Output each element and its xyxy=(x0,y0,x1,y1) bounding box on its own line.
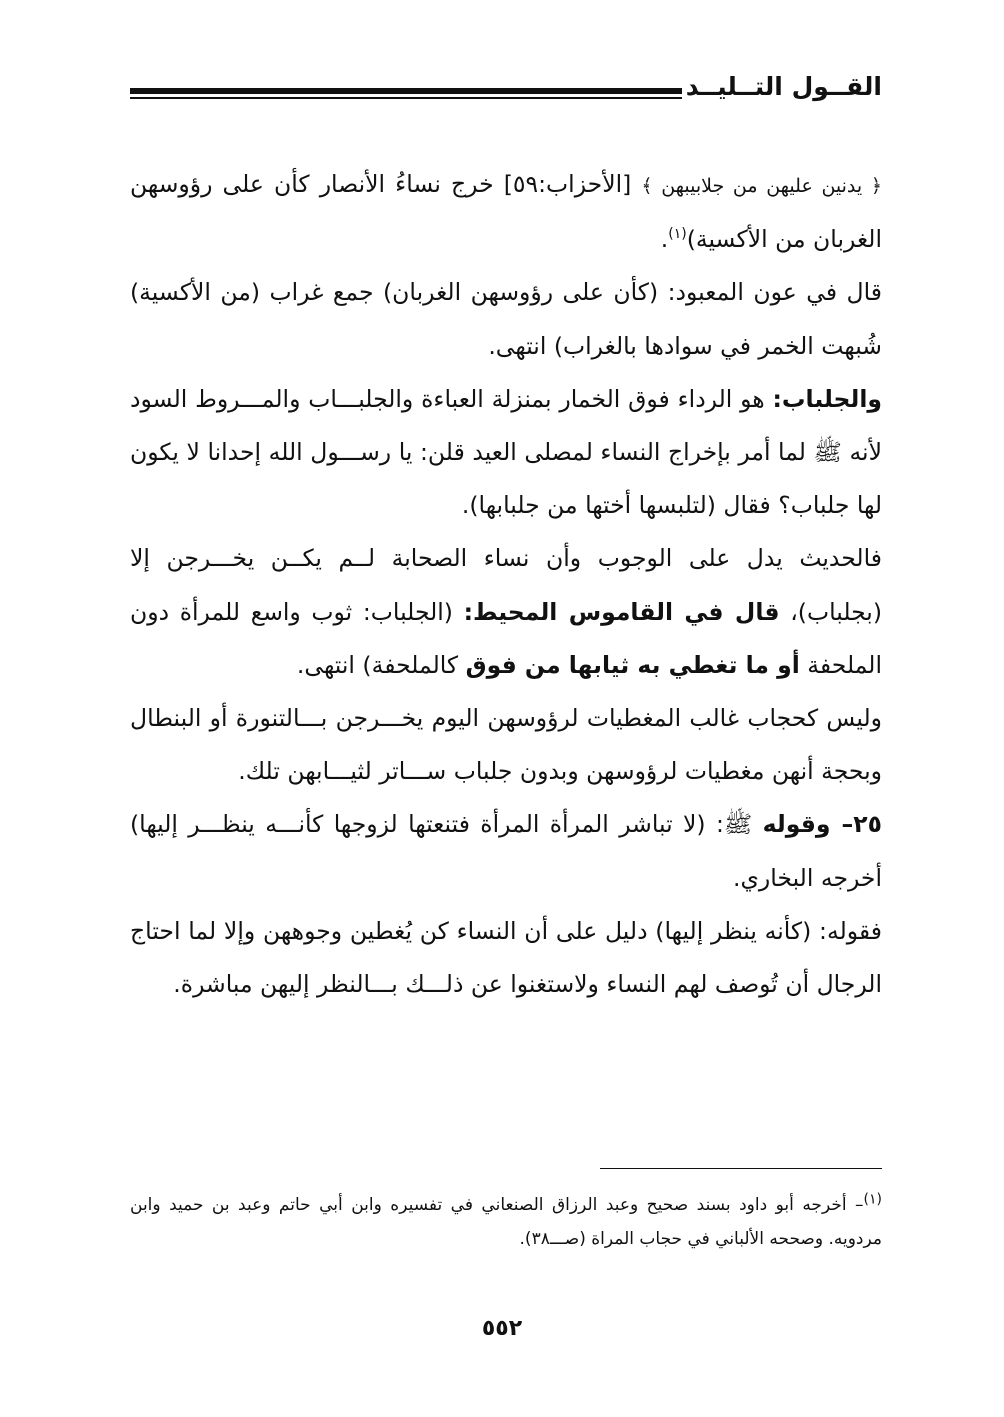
footnote-marker: (١) xyxy=(668,226,687,243)
header-rule-thin xyxy=(130,97,682,99)
paragraph-4-c: كالملحفة) انتهى. xyxy=(296,650,459,679)
paragraph-4 xyxy=(130,532,882,692)
paragraph-2: قال في عون المعبود: (كأن على رؤوسهن الغربان) جمع غراب (من الأكسية) شُبهت الخمر في سوادها بالغراب) انتهى. xyxy=(130,278,882,360)
header-title: القــول التــليــد xyxy=(685,72,882,101)
item-25-heading: ٢٥– وقوله xyxy=(762,810,882,839)
paragraph-4-bold-1: قال في القاموس المحيط: xyxy=(463,597,780,626)
paragraph-1 xyxy=(130,158,882,266)
body-text xyxy=(130,158,882,1011)
running-header xyxy=(130,64,882,104)
footnote xyxy=(130,1188,882,1256)
paragraph-6 xyxy=(130,798,882,904)
header-rule-thick xyxy=(130,88,682,94)
paragraph-4-a: فالحديث يدل على الوجوب وأن نساء الصحابة لــم يكــن يخـــرجن إلا (بجلباب)، xyxy=(130,544,882,626)
page-number: ٥٥٢ xyxy=(481,1316,523,1341)
paragraph-3-text: هو الرداء فوق الخمار بمنزلة العباءة والجلبـــاب والمـــروط السود لأنه ﷺ لما أمر بإخراج النساء لمصلى العيد قلن: يا رســـول الله إحدانا لا يكون لها جلباب؟ فقال (لتلبسها أختها من جلبابها). xyxy=(130,384,882,520)
term-jilbab: والجلباب: xyxy=(772,384,882,413)
paragraph-1-text: خرج نساءُ الأنصار كأن على رؤوسهن الغربان من الأكسية) xyxy=(130,170,882,254)
paragraph-7: فقوله: (كأنه ينظر إليها) دليل على أن النساء كن يُغطين وجوههن وإلا لما احتاج الرجال أن تُوصف لهم النساء ولاستغنوا عن ذلـــك بـــالنظر إليهن مباشرة. xyxy=(130,916,882,999)
paragraph-4-bold-2: أو ما تغطي به ثيابها من فوق xyxy=(465,650,800,679)
paragraph-6-text: ﷺ: (لا تباشر المرأة المرأة فتنعتها لزوجها كأنـــه ينظـــر إليها) أخرجه البخاري. xyxy=(130,810,882,892)
footnote-number: (١) xyxy=(863,1191,882,1208)
paragraph-4-b: (الجلباب: ثوب واسع للمرأة دون الملحفة xyxy=(130,597,882,679)
paragraph-3 xyxy=(130,373,882,533)
verse-reference: [الأحزاب:٥٩] xyxy=(503,170,632,198)
paragraph-5: وليس كحجاب غالب المغطيات لرؤوسهن اليوم يخـــرجن بـــالتنورة أو البنطال وبحجة أنهن مغطيات لرؤوسهن وبدون جلباب ســـاتر لثيـــابهن تلك. xyxy=(130,704,882,786)
paragraph-1-end: . xyxy=(660,225,669,254)
footnote-text: – أخرجه أبو داود بسند صحيح وعبد الرزاق الصنعاني في تفسيره وابن أبي حاتم وعبد بن حميد وابن مردويه. وصححه الألباني في حجاب المراة (صـــ٣٨). xyxy=(130,1195,882,1249)
quran-quote: ﴿ يدنين عليهن من جلابيبهن ﴾ xyxy=(641,175,882,197)
footnote-separator xyxy=(600,1168,882,1169)
